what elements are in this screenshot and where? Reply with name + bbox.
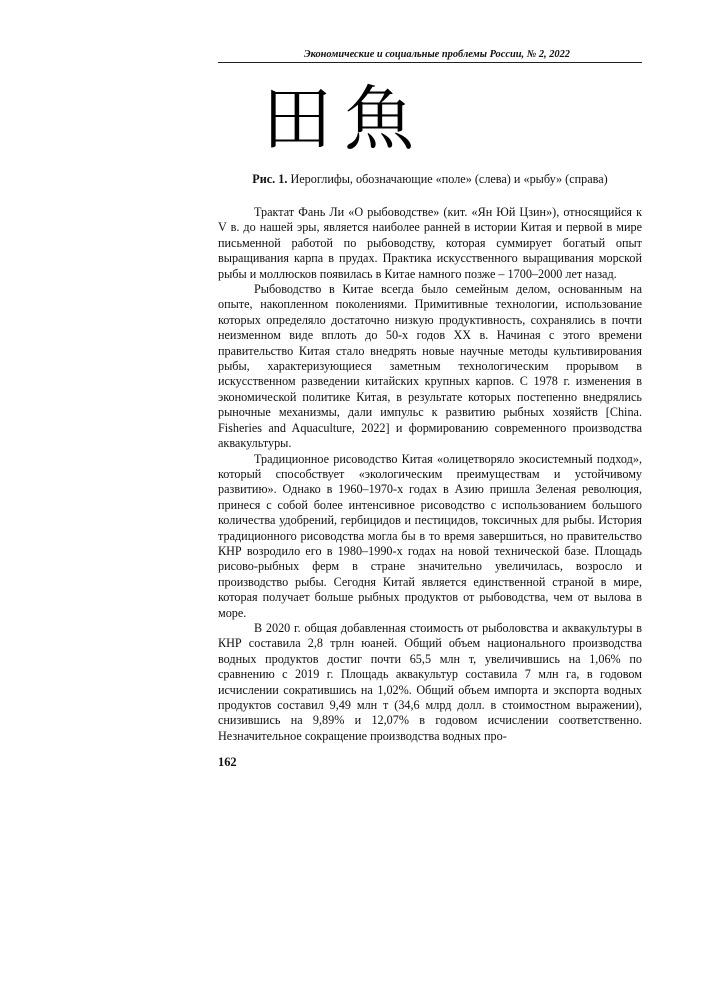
hieroglyph-fish: 魚	[344, 78, 414, 160]
journal-page	[218, 48, 642, 770]
paragraph: Рыбоводство в Китае всегда было семейным делом, основанным на опыте, накопленном поколениями. Примитивные технологии, использование которых определяло достаточно низкую продуктивность, сохранялись в почти неизменном виде вплоть до 50-х годов XX в. Начиная с этого времени правительство Китая стало внедрять новые научные методы культивирования рыбы, характеризующиеся заметным технологическим прорывом в искусственном разведении китайских крупных карпов. С 1978 г. изменения в экономической политике Китая, в результате которых постепенно внедрялись рыночные механизмы, дали импульс к развитию рыбных хозяйств [China. Fisheries and Aquaculture, 2022] и формированию современного производства аквакультуры.	[218, 282, 642, 451]
paragraph: Традиционное рисоводство Китая «олицетворяло экосистемный подход», который способствует «экологическим преимуществам и устойчивому развитию». Однако в 1960–1970-х годах в Азию пришла Зеленая революция, принеся с собой более интенсивное рисоводство с использованием большого количества удобрений, гербицидов и пестицидов, токсичных для рыбы. История традиционного рисоводства могла бы в то время завершиться, но правительство КНР возродило его в 1980–1990-х годах на новой технической базе. Площадь рисово-рыбных ферм в стране значительно увеличилась, возросло и производство рыбы. Сегодня Китай является единственной страной в мире, которая получает больше рыбных продуктов от рыбоводства, чем от вылова в море.	[218, 451, 642, 620]
page-number: 162	[218, 755, 237, 770]
figure-hieroglyphs	[218, 79, 642, 169]
paragraph: В 2020 г. общая добавленная стоимость от рыболовства и аквакультуры в КНР составила 2,8 трлн юаней. Общий объем национального производства водных продуктов достиг почти 65,5 млн т, увеличившись на 1,06% по сравнению с 2019 г. Площадь аквакультур составила 7 млн га, в годовом исчислении сократившись на 1,02%. Общий объем импорта и экспорта водных продуктов составил 9,49 млн т (34,6 млрд долл. в стоимостном выражении), снизившись на 9,89% и 12,07% в годовом исчислении соответственно. Незначительное сокращение производства водных про-	[218, 620, 642, 743]
hieroglyph-field: 田	[262, 78, 332, 160]
article-body	[218, 205, 642, 744]
figure-caption-label: Рис. 1.	[252, 172, 288, 186]
figure-caption-text: Иероглифы, обозначающие «поле» (слева) и «рыбу» (справа)	[287, 172, 608, 186]
running-header: Экономические и социальные проблемы России, № 2, 2022	[218, 48, 642, 63]
paragraph: Трактат Фань Ли «О рыбоводстве» (кит. «Ян Юй Цзин»), относящийся к V в. до нашей эры, является наиболее ранней в истории Китая и первой в мире письменной работой по рыбоводству, которая суммирует богатый опыт выращивания карпа в прудах. Практика искусственного выращивания морской рыбы и моллюсков появилась в Китае намного позже – 1700–2000 лет назад.	[218, 205, 642, 281]
figure-caption	[218, 171, 642, 187]
